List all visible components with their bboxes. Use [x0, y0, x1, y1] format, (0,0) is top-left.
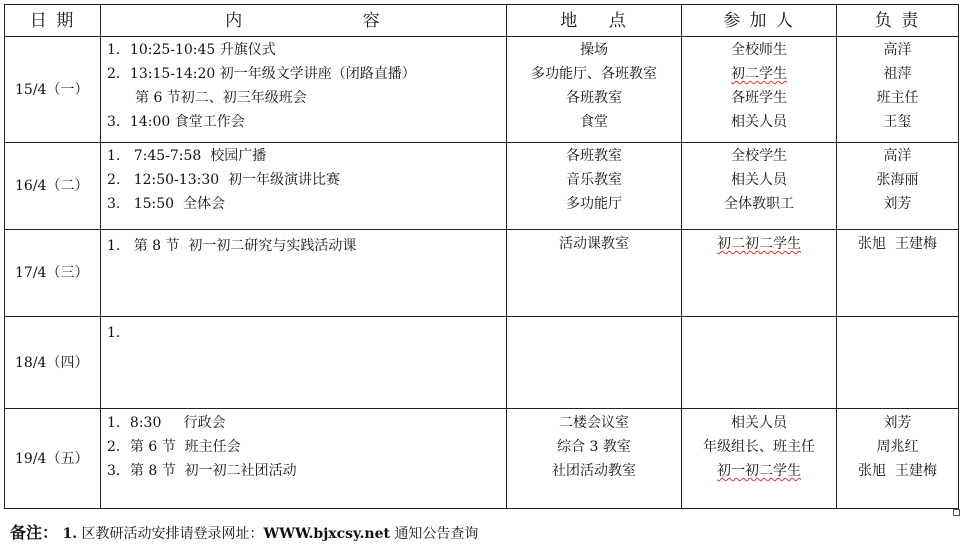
- row-owner: [837, 317, 959, 409]
- owner-line: 刘芳: [883, 415, 912, 431]
- owner-line: 张海丽: [876, 172, 919, 188]
- header-row: [5, 5, 959, 37]
- people-line: 各班学生: [731, 90, 787, 106]
- place-line: 多功能厅、各班教室: [531, 66, 657, 82]
- row-date: 16/4（二）: [5, 143, 101, 230]
- people-line: [682, 62, 836, 86]
- row-place: [507, 37, 682, 143]
- content-line: 1．8:30 行政会: [107, 415, 226, 431]
- row-content: [101, 409, 507, 509]
- footnote-text-after: 通知公告查询: [389, 526, 479, 542]
- row-people: [682, 143, 837, 230]
- owner-line: 班主任: [876, 90, 919, 106]
- owner-line: 高洋: [883, 148, 912, 164]
- content-line: 2．13:15-14:20 初一年级文学讲座（闭路直播）: [107, 66, 416, 82]
- table-row: [5, 317, 959, 409]
- footnote-url[interactable]: WWW.bjxcsy.net: [263, 526, 390, 542]
- header-place: 地 点: [507, 5, 682, 37]
- place-line: 社团活动教室: [552, 463, 636, 479]
- people-line: [682, 459, 836, 483]
- row-content: [101, 230, 507, 317]
- people-line: [682, 232, 836, 256]
- owner-line: 周兆红: [876, 439, 919, 455]
- row-date: 17/4（三）: [5, 230, 101, 317]
- people-text: 初二学生: [731, 66, 787, 82]
- content-line: [107, 459, 502, 483]
- content-line: 1. 7:45-7:58 校园广播: [107, 148, 267, 164]
- content-line: 1. 第 8 节 初一初二研究与实践活动课: [107, 238, 357, 254]
- content-line: 3．14:00 食堂工作会: [107, 114, 245, 130]
- schedule-table: [4, 4, 959, 509]
- header-people: 参 加 人: [682, 5, 837, 37]
- footnote-number: 1.: [62, 526, 78, 542]
- row-content: [101, 317, 507, 409]
- owner-line: 王玺: [883, 114, 912, 130]
- content-line: 1.: [107, 325, 121, 341]
- row-content: [101, 143, 507, 230]
- place-line: 活动课教室: [559, 236, 629, 252]
- people-line: 相关人员: [731, 114, 787, 130]
- owner-line: 刘芳: [883, 196, 912, 212]
- content-line: 第 6 节初二、初三年级班会: [135, 90, 307, 106]
- people-line: 相关人员: [731, 172, 787, 188]
- row-owner: [837, 409, 959, 509]
- table-row: [5, 230, 959, 317]
- place-line: 综合 3 教室: [557, 439, 631, 455]
- row-owner: [837, 143, 959, 230]
- row-place: [507, 230, 682, 317]
- table-resize-handle[interactable]: [953, 509, 960, 516]
- footnote: [10, 520, 478, 543]
- row-date: 18/4（四）: [5, 317, 101, 409]
- place-line: 音乐教室: [566, 172, 622, 188]
- header-date: 日 期: [5, 5, 101, 37]
- header-owner: 负 责: [837, 5, 959, 37]
- people-text: 初一初二学生: [717, 463, 801, 479]
- owner-line: 张旭 王建梅: [858, 236, 937, 252]
- place-line: 多功能厅: [566, 196, 622, 212]
- people-line: 相关人员: [731, 415, 787, 431]
- table-row: [5, 37, 959, 143]
- row-content: [101, 37, 507, 143]
- people-text: 初二初二学生: [717, 236, 801, 252]
- owner-line: 高洋: [883, 42, 912, 58]
- row-people: [682, 230, 837, 317]
- footnote-text: 区教研活动安排请登录网址：: [81, 526, 264, 542]
- row-date: 15/4（一）: [5, 37, 101, 143]
- footnote-label: 备注：: [10, 523, 59, 542]
- owner-line: 张旭 王建梅: [858, 463, 937, 479]
- content-line: 1．10:25-10:45 升旗仪式: [107, 42, 276, 58]
- people-line: 全校师生: [731, 42, 787, 58]
- place-line: 各班教室: [566, 90, 622, 106]
- row-people: [682, 317, 837, 409]
- table-row: [5, 409, 959, 509]
- people-line: 全体教职工: [724, 196, 794, 212]
- row-owner: [837, 37, 959, 143]
- row-place: [507, 317, 682, 409]
- row-place: [507, 143, 682, 230]
- content-line: 2. 12:50-13:30 初一年级演讲比赛: [107, 172, 341, 188]
- place-line: 各班教室: [566, 148, 622, 164]
- row-date: 19/4（五）: [5, 409, 101, 509]
- content-line: 2．第 6 节 班主任会: [107, 439, 241, 455]
- people-line: 年级组长、班主任: [703, 439, 815, 455]
- place-line: 食堂: [580, 114, 608, 130]
- owner-line: 祖萍: [883, 66, 912, 82]
- place-line: 二楼会议室: [559, 415, 629, 431]
- content-line: 3. 15:50 全体会: [107, 196, 225, 212]
- row-place: [507, 409, 682, 509]
- row-owner: [837, 230, 959, 317]
- row-people: [682, 409, 837, 509]
- row-people: [682, 37, 837, 143]
- table-row: [5, 143, 959, 230]
- content-text: 3．第 8 节 初一初二社团活动: [107, 463, 297, 479]
- header-content: 内 容: [101, 5, 507, 37]
- people-line: 全校学生: [731, 148, 787, 164]
- place-line: 操场: [580, 42, 608, 58]
